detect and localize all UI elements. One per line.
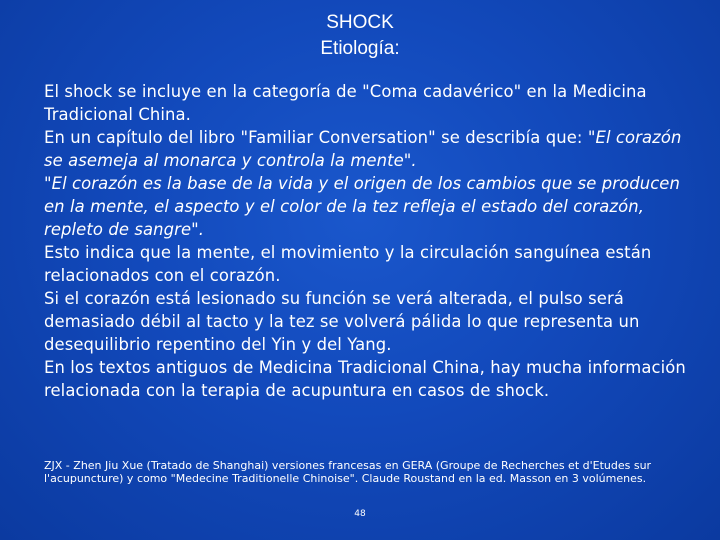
page-number: 48 — [354, 509, 366, 519]
slide-title: SHOCK — [326, 12, 394, 33]
paragraph-mente-movimiento: Esto indica que la mente, el movimiento y la circulación sanguínea están relacionados con el corazón. — [44, 243, 652, 285]
paragraph-familiar-conversation — [44, 126, 694, 172]
quote-base-de-la-vida: "El corazón es la base de la vida y el origen de los cambios que se producen en la mente, el aspecto y el color de la tez refleja el estado del corazón, repleto de sangre". — [44, 174, 680, 239]
slide-body — [44, 80, 694, 402]
paragraph-coma-cadaverico: El shock se incluye en la categoría de "Coma cadavérico" en la Medicina Tradicional China. — [44, 82, 647, 124]
paragraph-textos-antiguos: En los textos antiguos de Medicina Tradicional China, hay mucha información relacionada con la terapia de acupuntura en casos de shock. — [44, 358, 686, 400]
paragraph-lead-text: En un capítulo del libro "Familiar Conversation" se describía que: — [44, 128, 588, 147]
footnote-reference: ZJX - Zhen Jiu Xue (Tratado de Shanghai) versiones francesas en GERA (Groupe de Recherches et d'Etudes sur l'acupuncture) y como "Medecine Traditionelle Chinoise". Claude Roustand en la ed. Masson en 3 volúmenes. — [44, 459, 652, 485]
paragraph-corazon-lesionado: Si el corazón está lesionado su función se verá alterada, el pulso será demasiado débil al tacto y la tez se volverá pálida lo que representa un desequilibrio repentino del Yin y del Yang. — [44, 289, 640, 354]
slide-subtitle: Etiología: — [320, 38, 400, 59]
quote-monarca: "El corazón se asemeja al monarca y controla la mente". — [44, 128, 682, 170]
